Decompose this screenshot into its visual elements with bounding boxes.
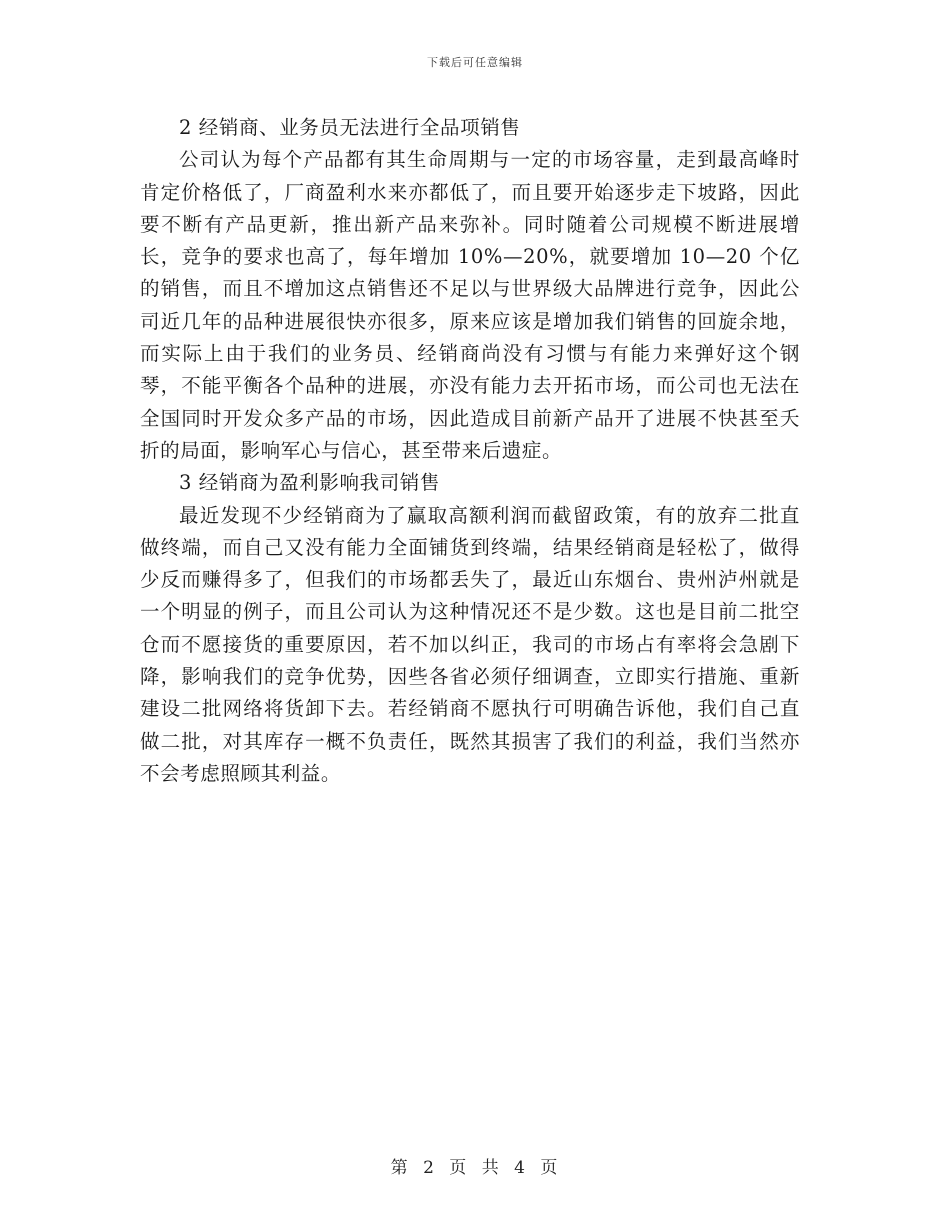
page-number: 第 2 页 共 4 页 xyxy=(390,1158,560,1178)
section-paragraph-3: 最近发现不少经销商为了赢取高额利润而截留政策，有的放弃二批直做终端，而自己又没有能力全面铺货到终端，结果经销商是轻松了，做得少反而赚得多了，但我们的市场都丢失了，最近山东烟台、贵州泸州就是一个明显的例子，而且公司认为这种情况还不是少数。这也是目前二批空仓而不愿接货的重要原因，若不加以纠正，我司的市场占有率将会急剧下降，影响我们的竞争优势，因些各省必须仔细调查，立即实行措施、重新建设二批网络将货卸下去。若经销商不愿执行可明确告诉他，我们自己直做二批，对其库存一概不负责任，既然其损害了我们的利益，我们当然亦不会考虑照顾其利益。 xyxy=(140,503,800,785)
section-paragraph-2: 公司认为每个产品都有其生命周期与一定的市场容量，走到最高峰时肯定价格低了，厂商盈利水来亦都低了，而且要开始逐步走下坡路，因此要不断有产品更新，推出新产品来弥补。同时随着公司规模不断进展增长，竞争的要求也高了，每年增加 10%—20%，就要增加 10—20 个亿的销售，而且不增加这点销售还不足以与世界级大品牌进行竞争，因此公司近几年的品种进展很快亦很多，原来应该是增加我们销售的回旋余地，而实际上由于我们的业务员、经销商尚没有习惯与有能力来弹好这个钢琴，不能平衡各个品种的进展，亦没有能力去开拓市场，而公司也无法在全国同时开发众多产品的市场，因此造成目前新产品开了进展不快甚至夭折的局面，影响军心与信心，甚至带来后遗症。 xyxy=(140,148,800,462)
page-header: 下载后可任意编辑 xyxy=(427,56,523,69)
document-body xyxy=(140,112,800,790)
section-heading-3: 3 经销商为盈利影响我司销售 xyxy=(179,471,441,495)
section-heading-2: 2 经销商、业务员无法进行全品项销售 xyxy=(179,116,521,139)
